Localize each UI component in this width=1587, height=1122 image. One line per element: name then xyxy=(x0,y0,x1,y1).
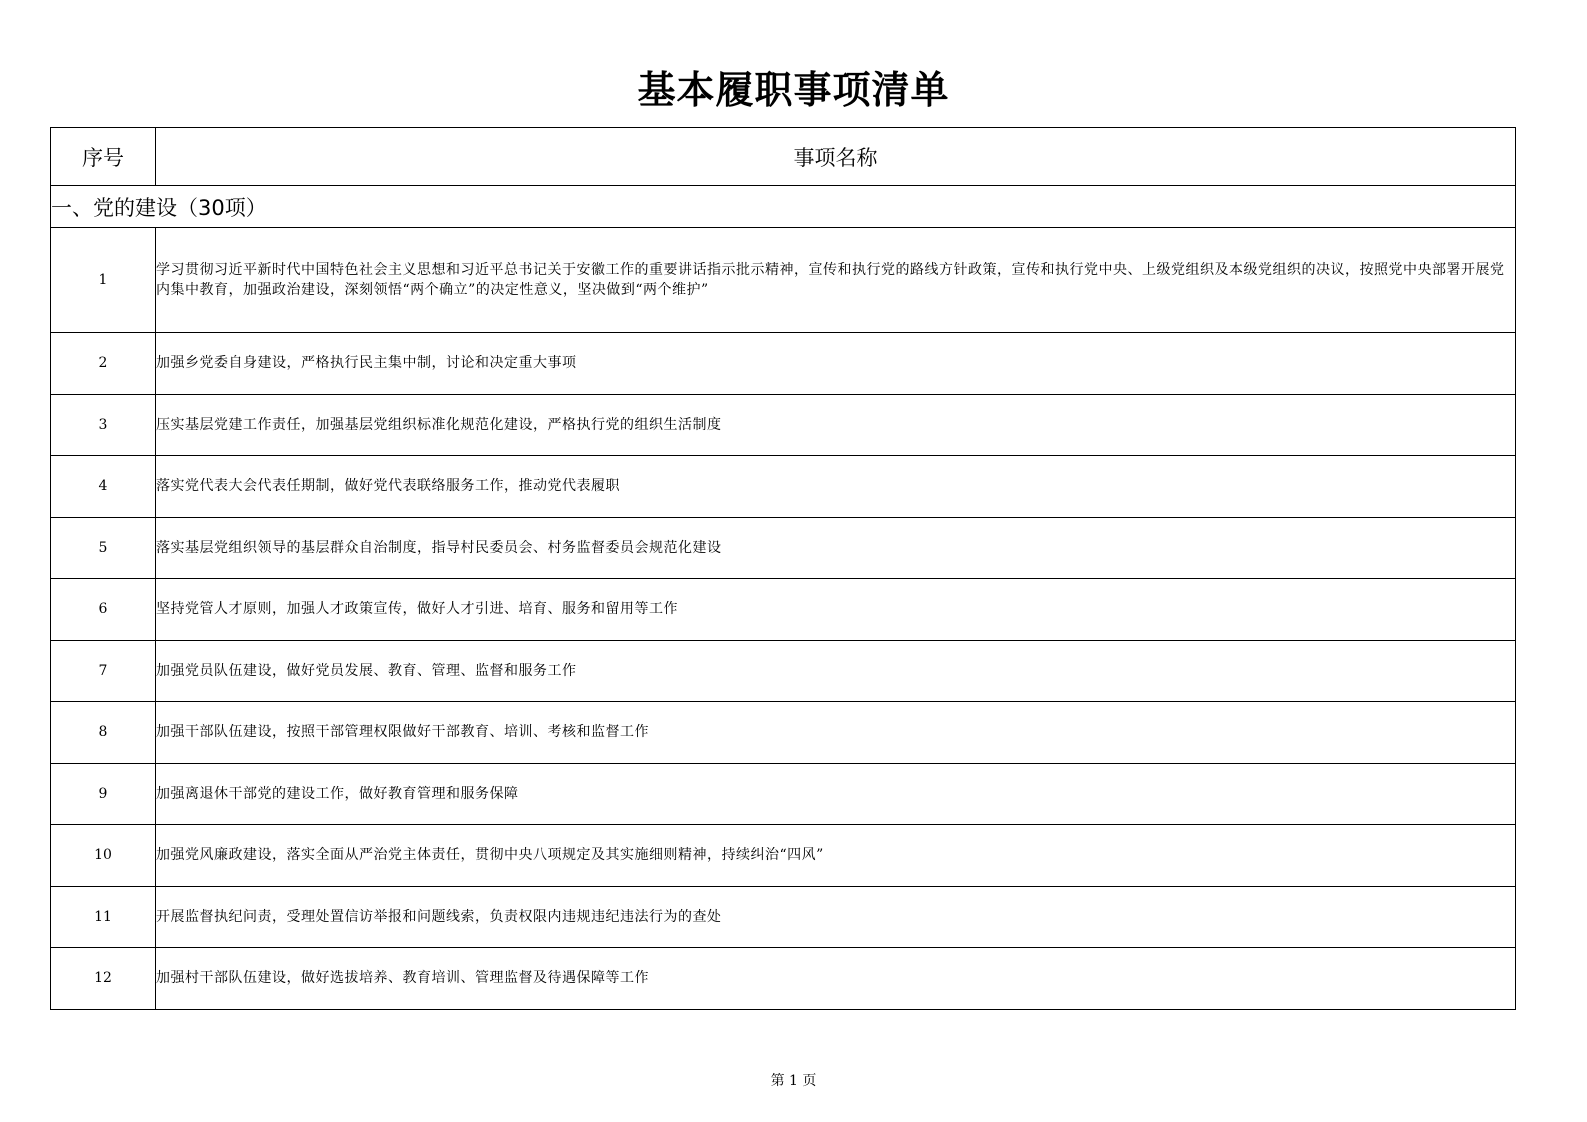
table-row xyxy=(51,333,1516,395)
table-row xyxy=(51,579,1516,641)
table-row xyxy=(51,702,1516,764)
header-item-name: 事项名称 xyxy=(156,128,1516,186)
row-item-name: 加强村干部队伍建设，做好选拔培养、教育培训、管理监督及待遇保障等工作 xyxy=(156,948,1516,1010)
row-number: 4 xyxy=(51,456,156,518)
row-number: 3 xyxy=(51,394,156,456)
header-number: 序号 xyxy=(51,128,156,186)
page-number: 第 1 页 xyxy=(770,1073,817,1089)
row-item-name: 落实党代表大会代表任期制，做好党代表联络服务工作，推动党代表履职 xyxy=(156,456,1516,518)
row-number: 6 xyxy=(51,579,156,641)
duty-list-table xyxy=(50,127,1516,1010)
row-item-name: 加强干部队伍建设，按照干部管理权限做好干部教育、培训、考核和监督工作 xyxy=(156,702,1516,764)
row-number: 11 xyxy=(51,886,156,948)
row-item-name: 坚持党管人才原则，加强人才政策宣传，做好人才引进、培育、服务和留用等工作 xyxy=(156,579,1516,641)
table-row xyxy=(51,825,1516,887)
row-number: 12 xyxy=(51,948,156,1010)
row-item-name: 加强离退休干部党的建设工作，做好教育管理和服务保障 xyxy=(156,763,1516,825)
table-row xyxy=(51,640,1516,702)
table-row xyxy=(51,763,1516,825)
row-number: 5 xyxy=(51,517,156,579)
row-item-name: 学习贯彻习近平新时代中国特色社会主义思想和习近平总书记关于安徽工作的重要讲话指示批示精神，宣传和执行党的路线方针政策，宣传和执行党中央、上级党组织及本级党组织的决议，按照党中央部署开展党内集中教育，加强政治建设，深刻领悟“两个确立”的决定性意义，坚决做到“两个维护” xyxy=(156,228,1516,333)
row-item-name: 加强党风廉政建设，落实全面从严治党主体责任，贯彻中央八项规定及其实施细则精神，持续纠治“四风” xyxy=(156,825,1516,887)
table-row xyxy=(51,517,1516,579)
table-row xyxy=(51,394,1516,456)
section-row xyxy=(51,186,1516,228)
section-title: 一、党的建设（30项） xyxy=(51,186,1516,228)
table-row xyxy=(51,886,1516,948)
row-number: 8 xyxy=(51,702,156,764)
table-row xyxy=(51,948,1516,1010)
row-item-name: 落实基层党组织领导的基层群众自治制度，指导村民委员会、村务监督委员会规范化建设 xyxy=(156,517,1516,579)
table-row xyxy=(51,228,1516,333)
row-number: 2 xyxy=(51,333,156,395)
row-item-name: 开展监督执纪问责，受理处置信访举报和问题线索，负责权限内违规违纪违法行为的查处 xyxy=(156,886,1516,948)
row-item-name: 压实基层党建工作责任，加强基层党组织标准化规范化建设，严格执行党的组织生活制度 xyxy=(156,394,1516,456)
row-number: 10 xyxy=(51,825,156,887)
row-item-name: 加强党员队伍建设，做好党员发展、教育、管理、监督和服务工作 xyxy=(156,640,1516,702)
row-item-name: 加强乡党委自身建设，严格执行民主集中制，讨论和决定重大事项 xyxy=(156,333,1516,395)
row-number: 1 xyxy=(51,228,156,333)
table-row xyxy=(51,456,1516,518)
row-number: 7 xyxy=(51,640,156,702)
document-title: 基本履职事项清单 xyxy=(637,67,950,112)
table-header-row xyxy=(51,128,1516,186)
row-number: 9 xyxy=(51,763,156,825)
